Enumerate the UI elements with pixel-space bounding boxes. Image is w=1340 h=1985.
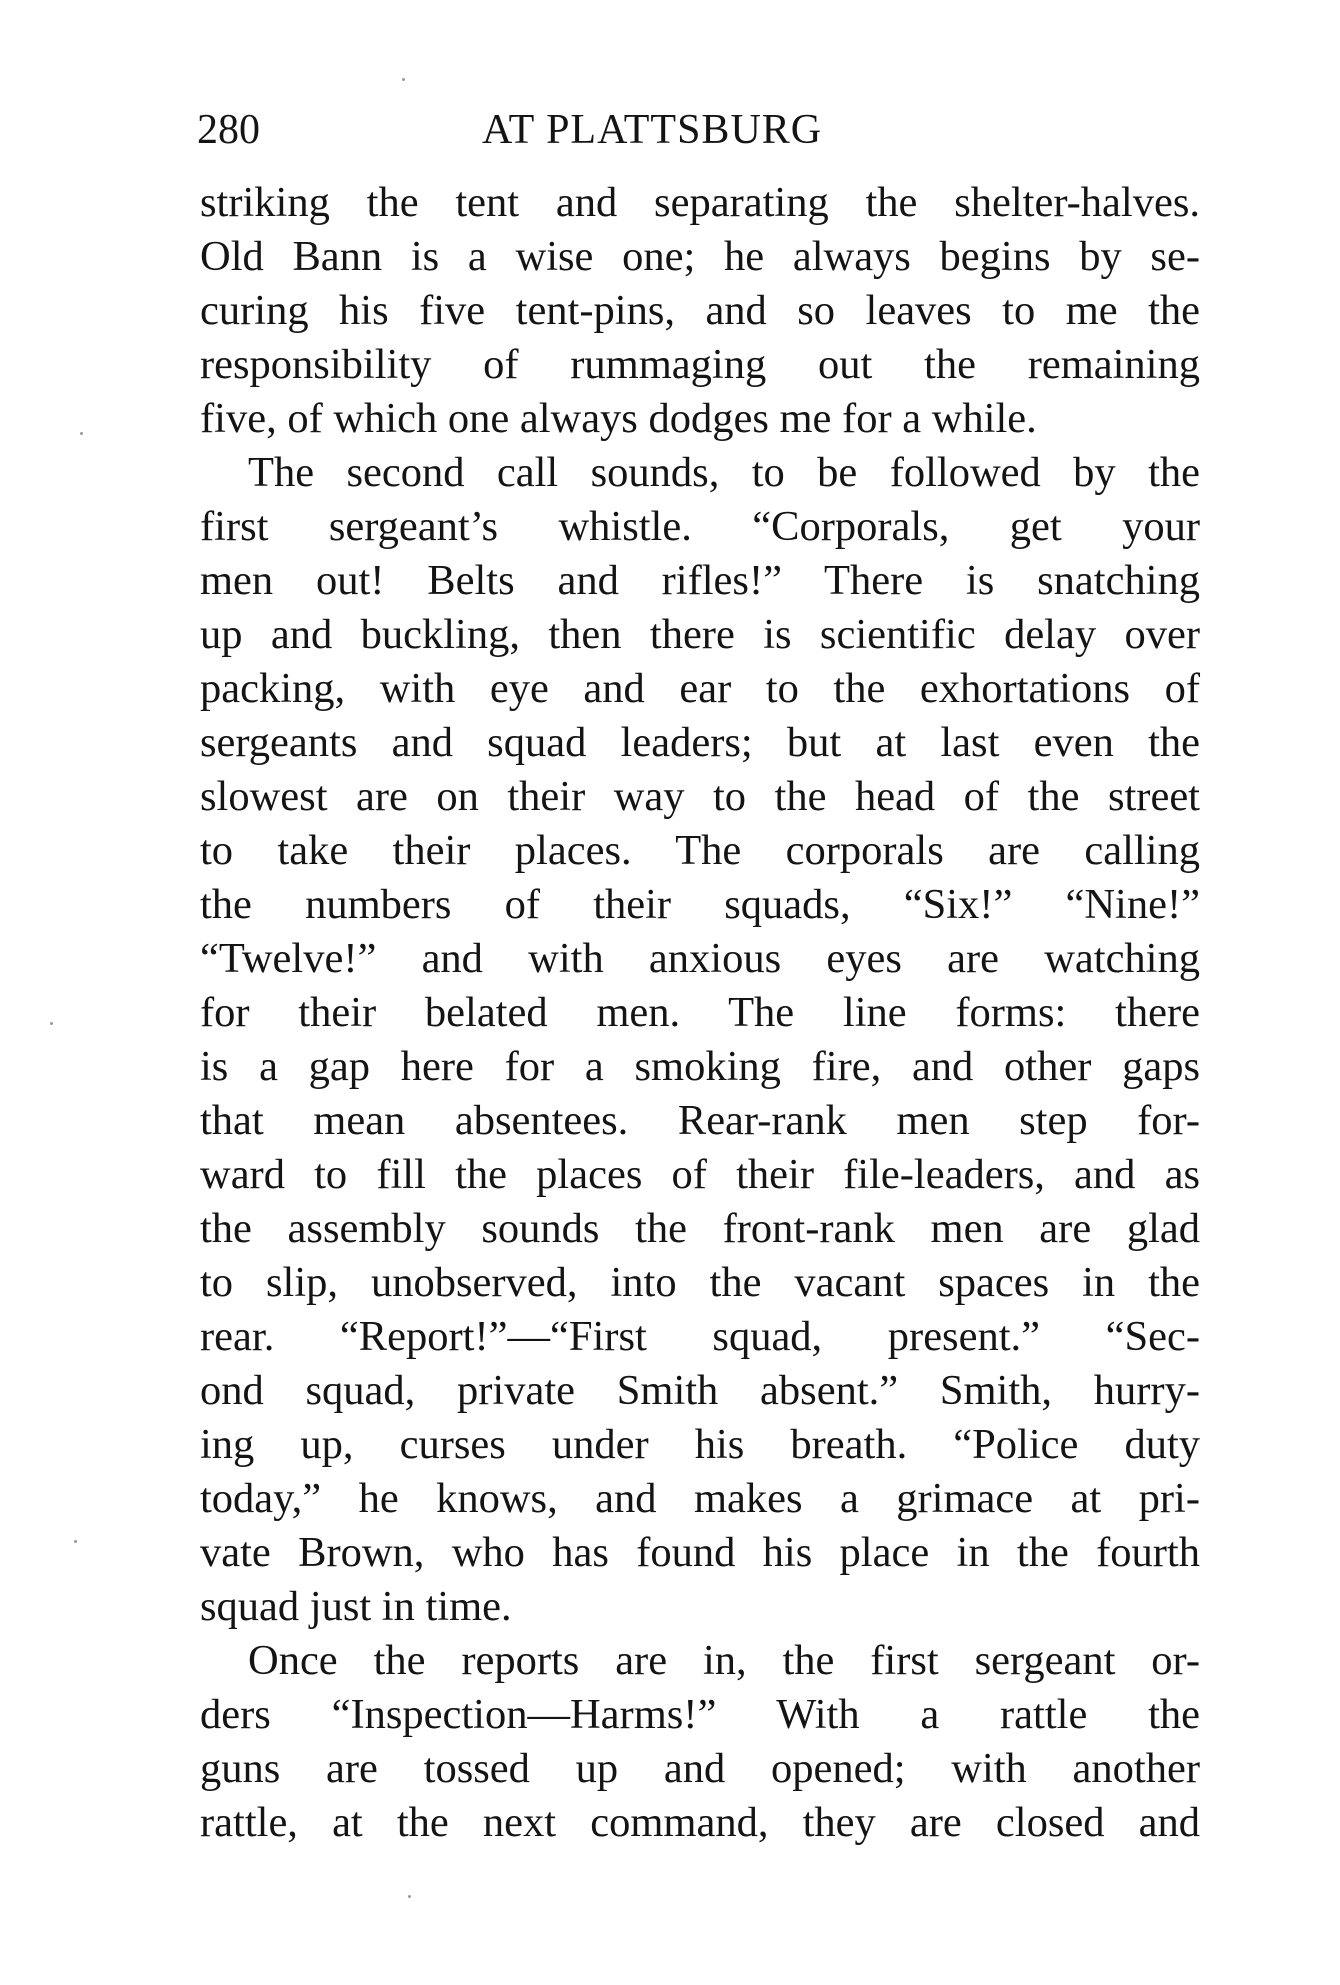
text-line: to slip, unobserved, into the vacant spaces in the — [200, 1259, 1200, 1306]
running-title: AT PLATTSBURG — [482, 107, 823, 153]
text-line: today,” he knows, and makes a grimace at pri- — [200, 1475, 1200, 1522]
text-line: ond squad, private Smith absent.” Smith, hurry- — [200, 1367, 1200, 1414]
paper-speck — [402, 78, 405, 81]
text-line: sergeants and squad leaders; but at last even the — [200, 719, 1200, 766]
text-line: ward to fill the places of their file-leaders, and as — [200, 1151, 1200, 1198]
text-line: for their belated men. The line forms: there — [200, 989, 1200, 1036]
text-line: first sergeant’s whistle. “Corporals, get your — [200, 503, 1200, 550]
text-line: slowest are on their way to the head of the street — [200, 773, 1200, 820]
paper-speck — [74, 1540, 77, 1543]
text-line: is a gap here for a smoking fire, and other gaps — [200, 1043, 1200, 1090]
text-line: to take their places. The corporals are calling — [200, 827, 1200, 874]
text-line: up and buckling, then there is scientific delay over — [200, 611, 1200, 658]
text-line: the numbers of their squads, “Six!” “Nine!” — [200, 881, 1200, 928]
paper-speck — [80, 432, 83, 435]
body-text — [200, 176, 1200, 1850]
text-line: rear. “Report!”—“First squad, present.” “Sec- — [200, 1313, 1200, 1360]
text-line: rattle, at the next command, they are closed and — [200, 1799, 1200, 1846]
text-line: that mean absentees. Rear-rank men step for- — [200, 1097, 1200, 1144]
text-line: Old Bann is a wise one; he always begins by se- — [200, 233, 1200, 280]
page-number: 280 — [197, 107, 260, 153]
paper-speck — [50, 1022, 53, 1025]
text-line: the assembly sounds the front-rank men are glad — [200, 1205, 1200, 1252]
text-line: responsibility of rummaging out the remaining — [200, 341, 1200, 388]
text-line: squad just in time. — [200, 1583, 512, 1630]
running-head — [197, 100, 1197, 160]
text-line: curing his five tent-pins, and so leaves to me the — [200, 287, 1200, 334]
paragraph-start-line: The second call sounds, to be followed by the — [248, 449, 1200, 496]
text-line: packing, with eye and ear to the exhortations of — [200, 665, 1200, 712]
paper-speck — [408, 1895, 411, 1898]
text-line: striking the tent and separating the shelter-halves. — [200, 179, 1200, 226]
text-line: ders “Inspection—Harms!” With a rattle the — [200, 1691, 1200, 1738]
text-line: “Twelve!” and with anxious eyes are watching — [200, 935, 1200, 982]
paragraph-start-line: Once the reports are in, the first sergeant or- — [248, 1637, 1200, 1684]
text-line: guns are tossed up and opened; with another — [200, 1745, 1200, 1792]
text-line: ing up, curses under his breath. “Police duty — [200, 1421, 1200, 1468]
text-line: vate Brown, who has found his place in the fourth — [200, 1529, 1200, 1576]
text-line: men out! Belts and rifles!” There is snatching — [200, 557, 1200, 604]
text-line: five, of which one always dodges me for a while. — [200, 395, 1037, 442]
